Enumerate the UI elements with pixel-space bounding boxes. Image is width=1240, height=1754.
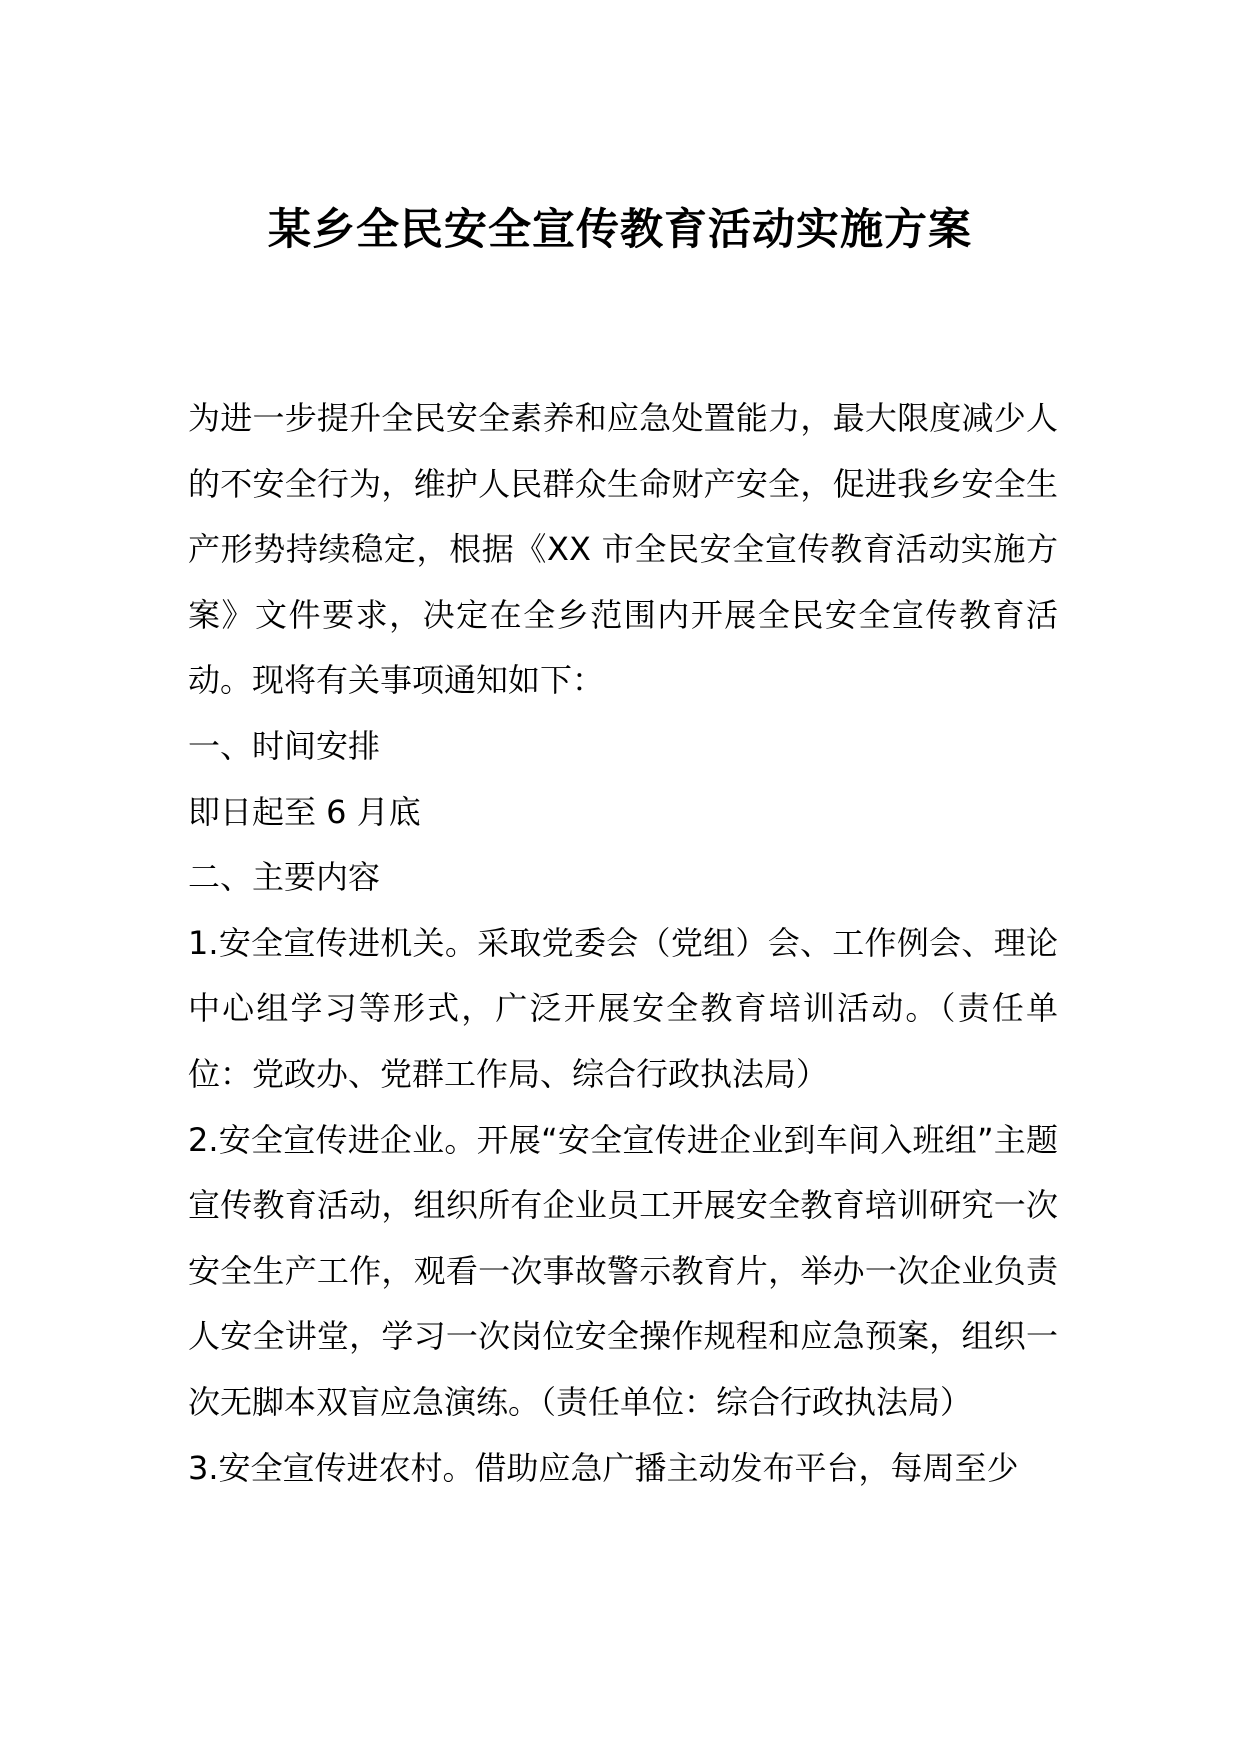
content-item-enterprises: 2.安全宣传进企业。开展“安全宣传进企业到车间入班组”主题宣传教育活动，组织所有企业员工开展安全教育培训研究一次安全生产工作，观看一次事故警示教育片，举办一次企业负责人安全讲堂，学习一次岗位安全操作规程和应急预案，组织一次无脚本双盲应急演练。（责任单位：综合行政执法局） <box>188 1120 1058 1421</box>
schedule-text: 即日起至 6 月底 <box>188 792 421 831</box>
content-item-agencies: 1.安全宣传进机关。采取党委会（党组）会、工作例会、理论中心组学习等形式，广泛开展安全教育培训活动。（责任单位：党政办、党群工作局、综合行政执法局） <box>188 923 1058 1093</box>
section-heading-schedule: 一、时间安排 <box>188 726 381 765</box>
section-heading-content: 二、主要内容 <box>188 858 381 897</box>
intro-paragraph: 为进一步提升全民安全素养和应急处置能力，最大限度减少人的不安全行为，维护人民群众生命财产安全，促进我乡安全生产形势持续稳定，根据《XX 市全民安全宣传教育活动实施方案》文件要求，决定在全乡范围内开展全民安全宣传教育活动。现将有关事项通知如下： <box>188 399 1058 700</box>
content-item-villages: 3.安全宣传进农村。借助应急广播主动发布平台，每周至少 <box>188 1448 1019 1487</box>
document-body <box>188 386 1058 1501</box>
document-title: 某乡全民安全宣传教育活动实施方案 <box>268 205 972 255</box>
